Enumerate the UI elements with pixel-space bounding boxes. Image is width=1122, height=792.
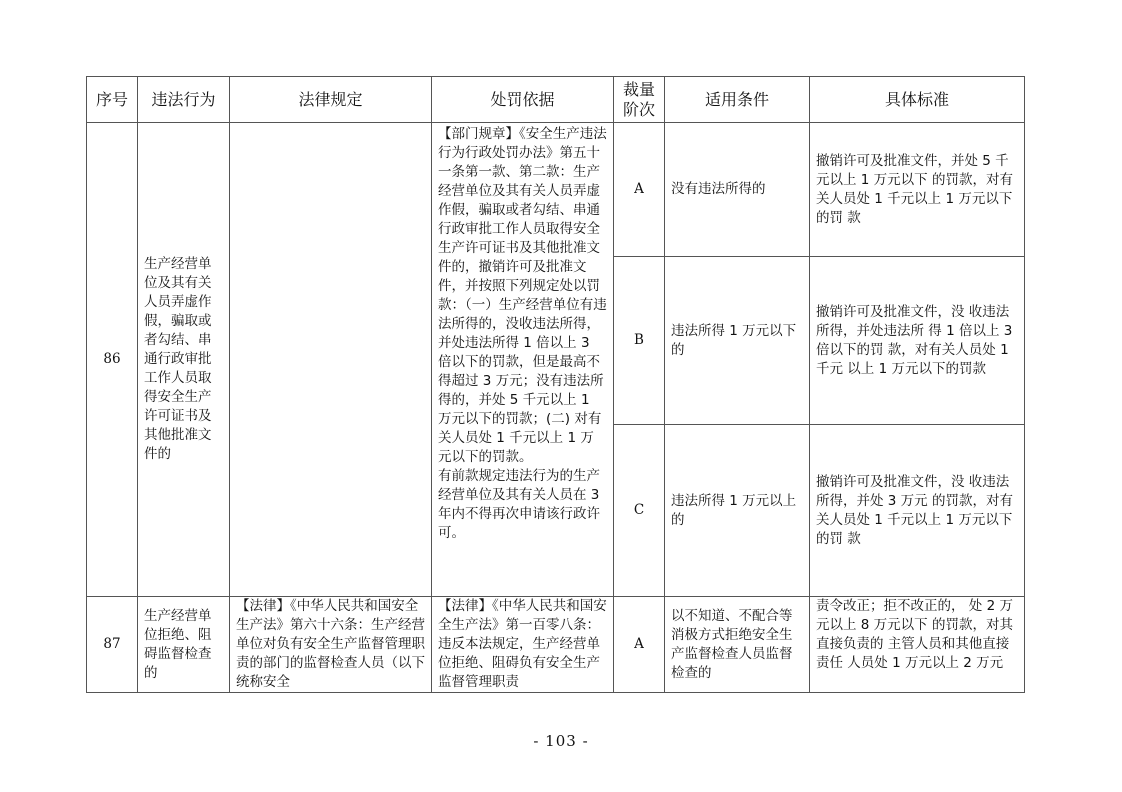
table-header-row bbox=[87, 77, 1025, 123]
row86-tier-a-condition: 没有违法所得的 bbox=[665, 123, 810, 257]
row87-standard: 责令改正；拒不改正的， 处 2 万元以上 8 万元以下 的罚款，对其直接负责的 主管人员和其他直接责任 人员处 1 万元以上 2 万元 bbox=[810, 597, 1025, 693]
header-violation: 违法行为 bbox=[138, 77, 230, 123]
row86-tier-a-level: A bbox=[614, 123, 665, 257]
row86-tier-b-standard: 撤销许可及批准文件，没 收违法所得，并处违法所 得 1 倍以上 3 倍以下的罚 款，对有关人员处 1 千元 以上 1 万元以下的罚款 bbox=[810, 257, 1025, 425]
row86-law bbox=[230, 123, 432, 597]
row86-seq: 86 bbox=[87, 123, 138, 597]
row86-tier-c-standard: 撤销许可及批准文件，没 收违法所得，并处 3 万元 的罚款，对有关人员处 1 千元以上 1 万元以下的罚 款 bbox=[810, 425, 1025, 597]
row87-condition: 以不知道、不配合等消极方式拒绝安全生产监督检查人员监督检查的 bbox=[665, 597, 810, 693]
header-seq: 序号 bbox=[87, 77, 138, 123]
header-condition: 适用条件 bbox=[665, 77, 810, 123]
header-basis: 处罚依据 bbox=[432, 77, 614, 123]
table-row bbox=[87, 597, 1025, 693]
row87-basis: 【法律】《中华人民共和国安全生产法》第一百零八条：违反本法规定，生产经营单位拒绝、阻碍负有安全生产监督管理职责 bbox=[432, 597, 614, 693]
header-level: 裁量 阶次 bbox=[614, 77, 665, 123]
row86-tier-c-condition: 违法所得 1 万元以上的 bbox=[665, 425, 810, 597]
penalty-standard-table bbox=[86, 76, 1025, 693]
row87-violation: 生产经营单位拒绝、阻碍监督检查的 bbox=[138, 597, 230, 693]
row87-level: A bbox=[614, 597, 665, 693]
row86-violation: 生产经营单位及其有关人员弄虚作假，骗取或者勾结、串通行政审批工作人员取得安全生产许可证书及其他批准文件的 bbox=[138, 123, 230, 597]
page-number: - 103 - bbox=[533, 732, 589, 750]
row86-tier-b-condition: 违法所得 1 万元以下的 bbox=[665, 257, 810, 425]
row87-seq: 87 bbox=[87, 597, 138, 693]
header-standard: 具体标准 bbox=[810, 77, 1025, 123]
row86-basis-paragraph-2: 有前款规定违法行为的生产经营单位及其有关人员在 3 年内不得再次申请该行政许可。 bbox=[438, 468, 600, 541]
header-law: 法律规定 bbox=[230, 77, 432, 123]
row86-tier-a-standard: 撤销许可及批准文件，并处 5 千元以上 1 万元以下 的罚款，对有关人员处 1 千元以上 1 万元以下的罚 款 bbox=[810, 123, 1025, 257]
row86-basis-paragraph-1: 【部门规章】《安全生产违法行为行政处罚办法》第五十一条第一款、第二款：生产经营单位及其有关人员弄虚作假，骗取或者勾结、串通行政审批工作人员取得安全生产许可证书及其他批准文件的，撤销许可及批准文件，并按照下列规定处以罚款：（一）生产经营单位有违法所得的，没收违法所得，并处违法所得 1 倍以上 3 倍以下的罚款，但是最高不得超过 3 万元；没有违法所得的，并处 5 千元以上 1 万元以下的罚款；(二) 对有关人员处 1 千元以上 1 万元以下的罚款。 bbox=[438, 126, 607, 465]
table-row bbox=[87, 123, 1025, 257]
row86-basis bbox=[432, 123, 614, 597]
row86-tier-b-level: B bbox=[614, 257, 665, 425]
row86-tier-c-level: C bbox=[614, 425, 665, 597]
row87-law: 【法律】《中华人民共和国安全生产法》第六十六条：生产经营单位对负有安全生产监督管理职责的部门的监督检查人员（以下统称安全 bbox=[230, 597, 432, 693]
